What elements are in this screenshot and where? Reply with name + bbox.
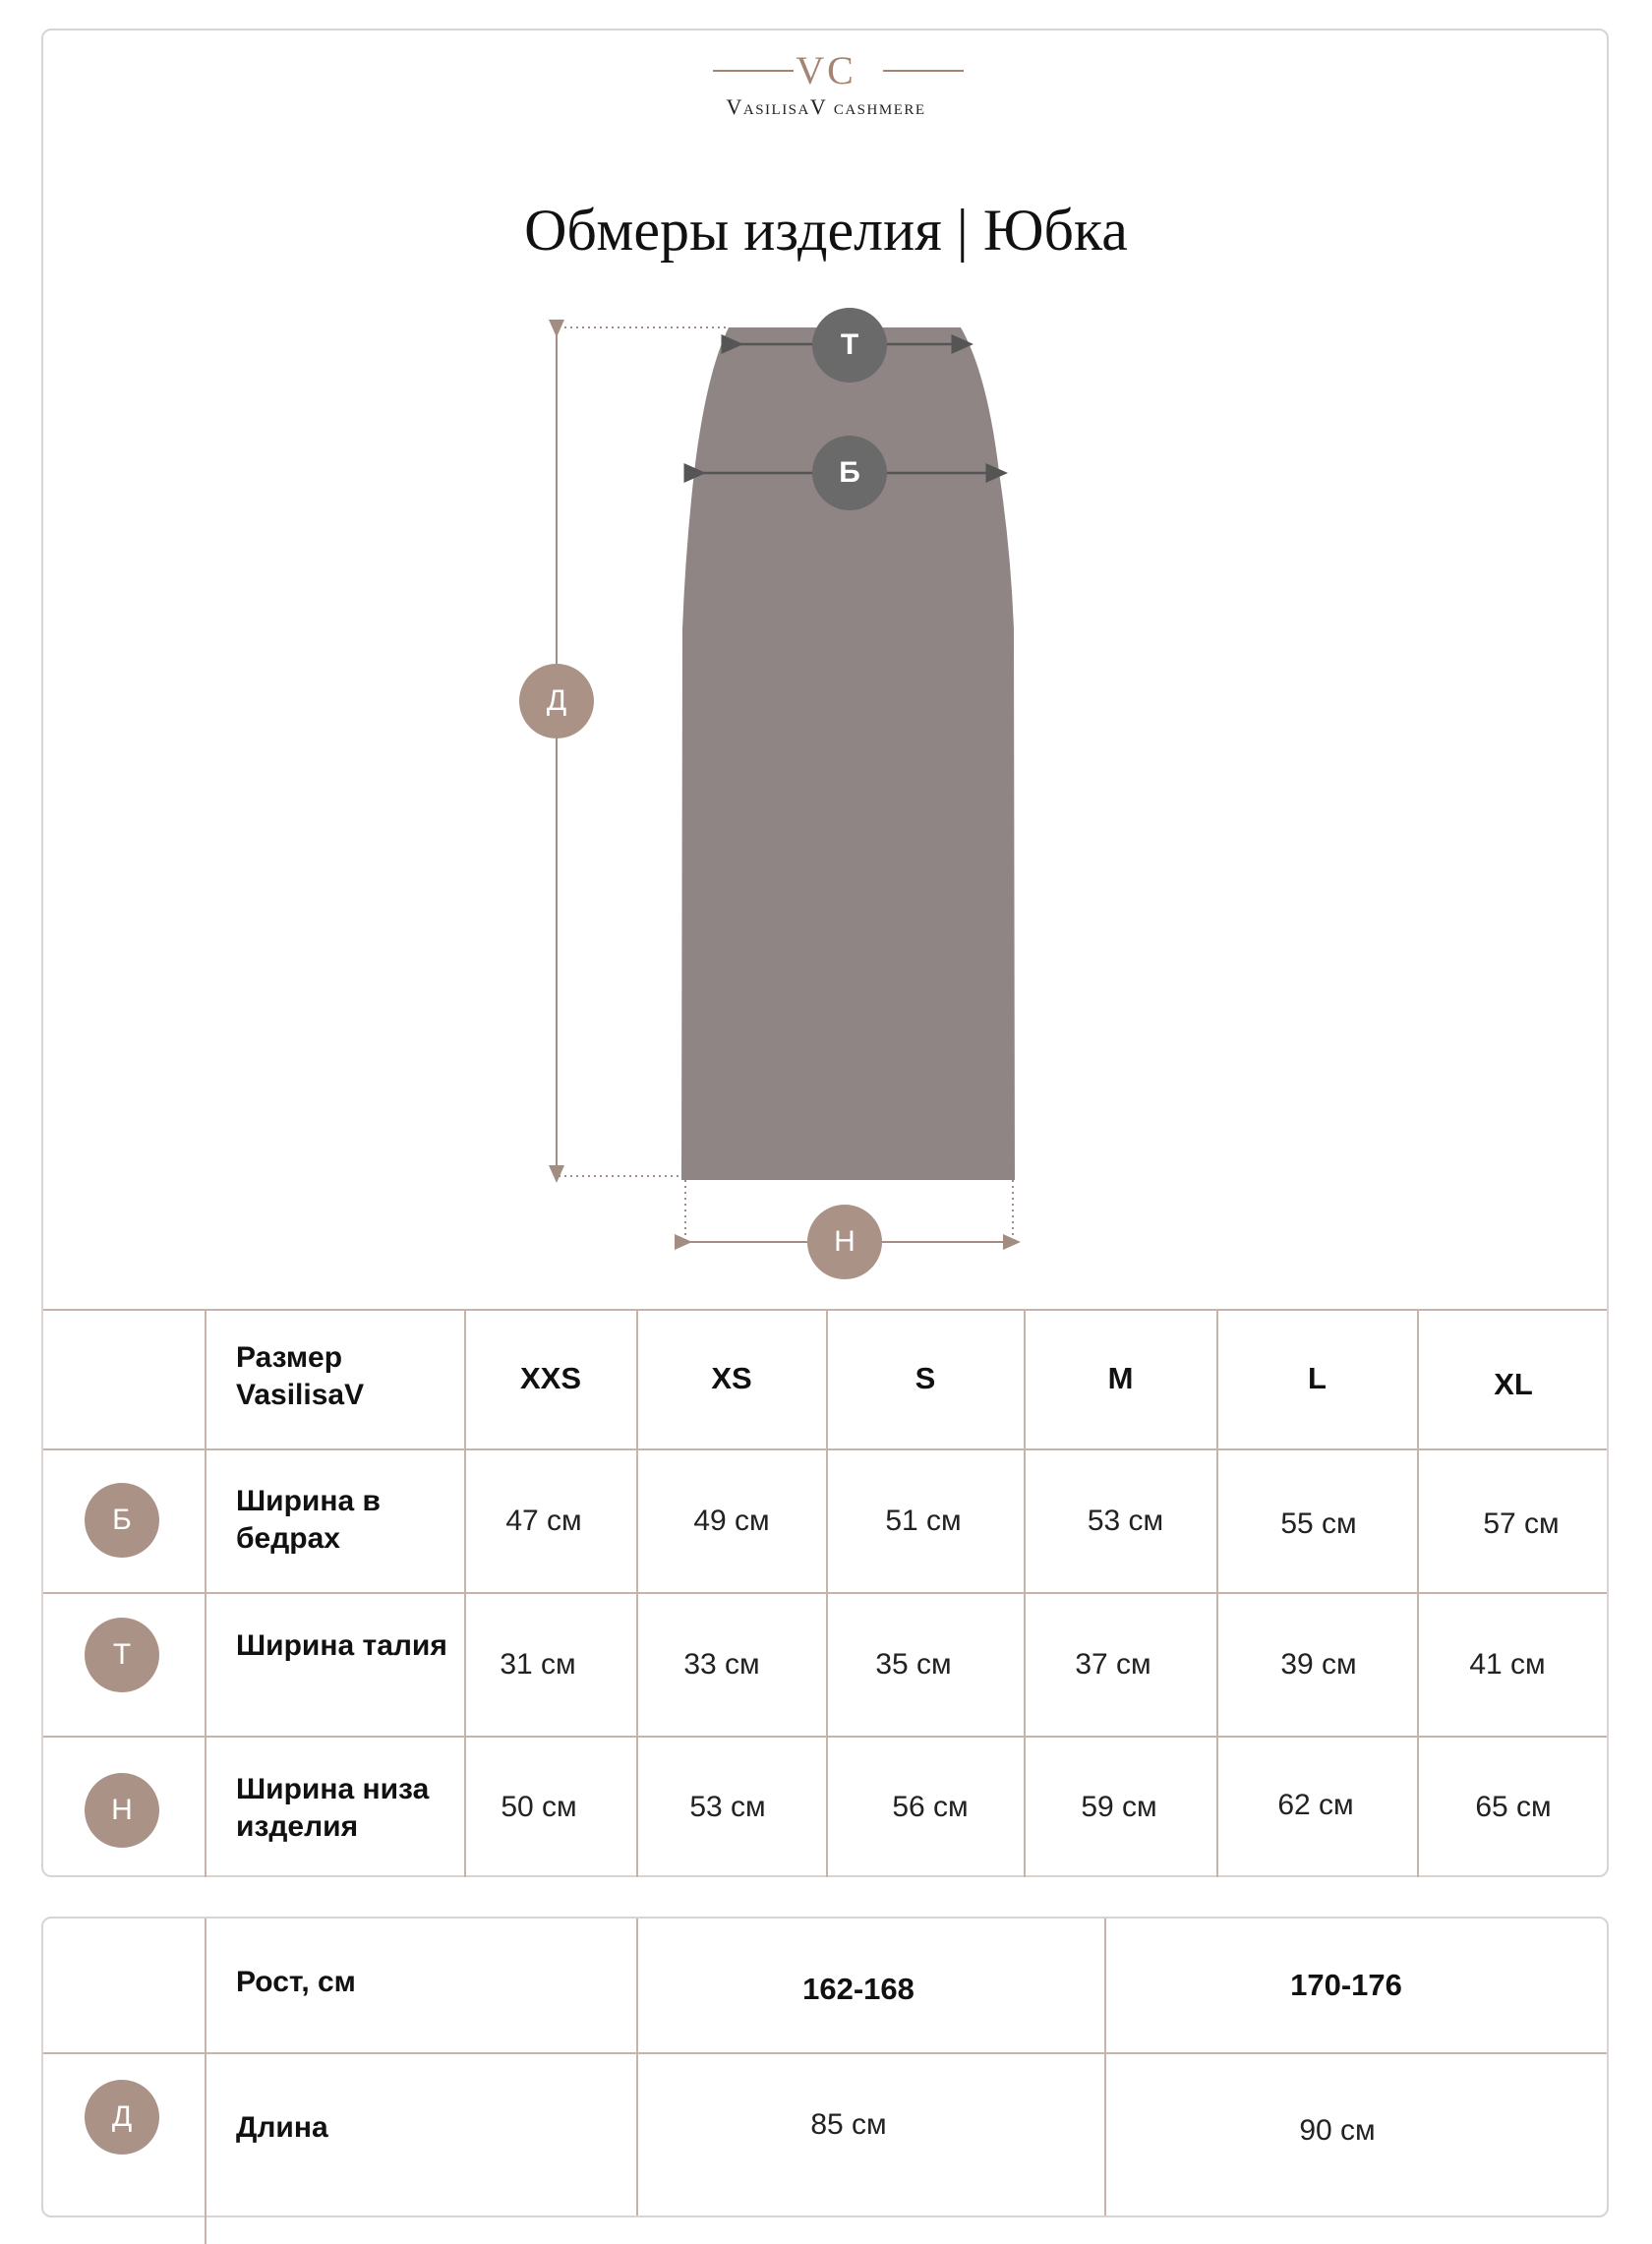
hem-s: 56 см xyxy=(892,1790,969,1823)
hips-l: 55 см xyxy=(1280,1506,1357,1540)
row-label-hem: Ширина низа изделия xyxy=(236,1773,430,1843)
row-badge-length: Д xyxy=(85,2080,159,2155)
waist-l: 39 см xyxy=(1280,1647,1357,1681)
row-badge-hips: Б xyxy=(85,1483,159,1558)
size-xl: XL xyxy=(1494,1367,1533,1401)
hips-xxs: 47 см xyxy=(505,1504,582,1537)
waist-xxs: 31 см xyxy=(500,1647,576,1681)
hips-xs: 49 см xyxy=(693,1504,770,1537)
logo-brand-name: VasilisaV cashmere xyxy=(726,94,926,119)
size-s: S xyxy=(914,1361,936,1395)
height-range-2: 170-176 xyxy=(1290,1968,1402,2002)
row-badge-hem: Н xyxy=(85,1773,159,1848)
size-xs: XS xyxy=(711,1361,752,1395)
hips-marker: Б xyxy=(812,436,887,510)
row-label-hips: Ширина в бедрах xyxy=(236,1485,381,1555)
size-header-label: Размер VasilisaV xyxy=(236,1341,365,1411)
hem-xl: 65 см xyxy=(1475,1790,1552,1823)
waist-s: 35 см xyxy=(875,1647,952,1681)
logo-monogram: VC xyxy=(796,48,856,92)
row-label-length: Длина xyxy=(236,2111,328,2144)
hem-xs: 53 см xyxy=(689,1790,766,1823)
hips-m: 53 см xyxy=(1087,1504,1164,1537)
row-badge-waist: Т xyxy=(85,1618,159,1692)
table-col-rule xyxy=(205,1919,206,2244)
waist-m: 37 см xyxy=(1075,1647,1151,1681)
length-marker: Д xyxy=(519,664,594,738)
table-col-rule xyxy=(205,1309,206,1877)
hem-l: 62 см xyxy=(1277,1788,1354,1821)
page-title: Обмеры изделия | Юбка xyxy=(524,198,1128,263)
size-m: M xyxy=(1107,1361,1134,1395)
hem-marker: Н xyxy=(807,1205,882,1279)
hem-m: 59 см xyxy=(1081,1790,1157,1823)
size-l: L xyxy=(1308,1361,1327,1395)
row-label-waist: Ширина талия xyxy=(236,1629,447,1662)
waist-xs: 33 см xyxy=(683,1647,760,1681)
length-170-176: 90 см xyxy=(1299,2113,1376,2147)
size-xxs: XXS xyxy=(519,1361,582,1395)
hips-s: 51 см xyxy=(885,1504,962,1537)
height-range-1: 162-168 xyxy=(802,1972,914,2006)
hem-xxs: 50 см xyxy=(501,1790,577,1823)
hips-xl: 57 см xyxy=(1483,1506,1560,1540)
waist-marker: Т xyxy=(812,308,887,383)
waist-xl: 41 см xyxy=(1469,1647,1546,1681)
height-header-label: Рост, см xyxy=(236,1966,356,1998)
length-162-168: 85 см xyxy=(810,2107,887,2141)
